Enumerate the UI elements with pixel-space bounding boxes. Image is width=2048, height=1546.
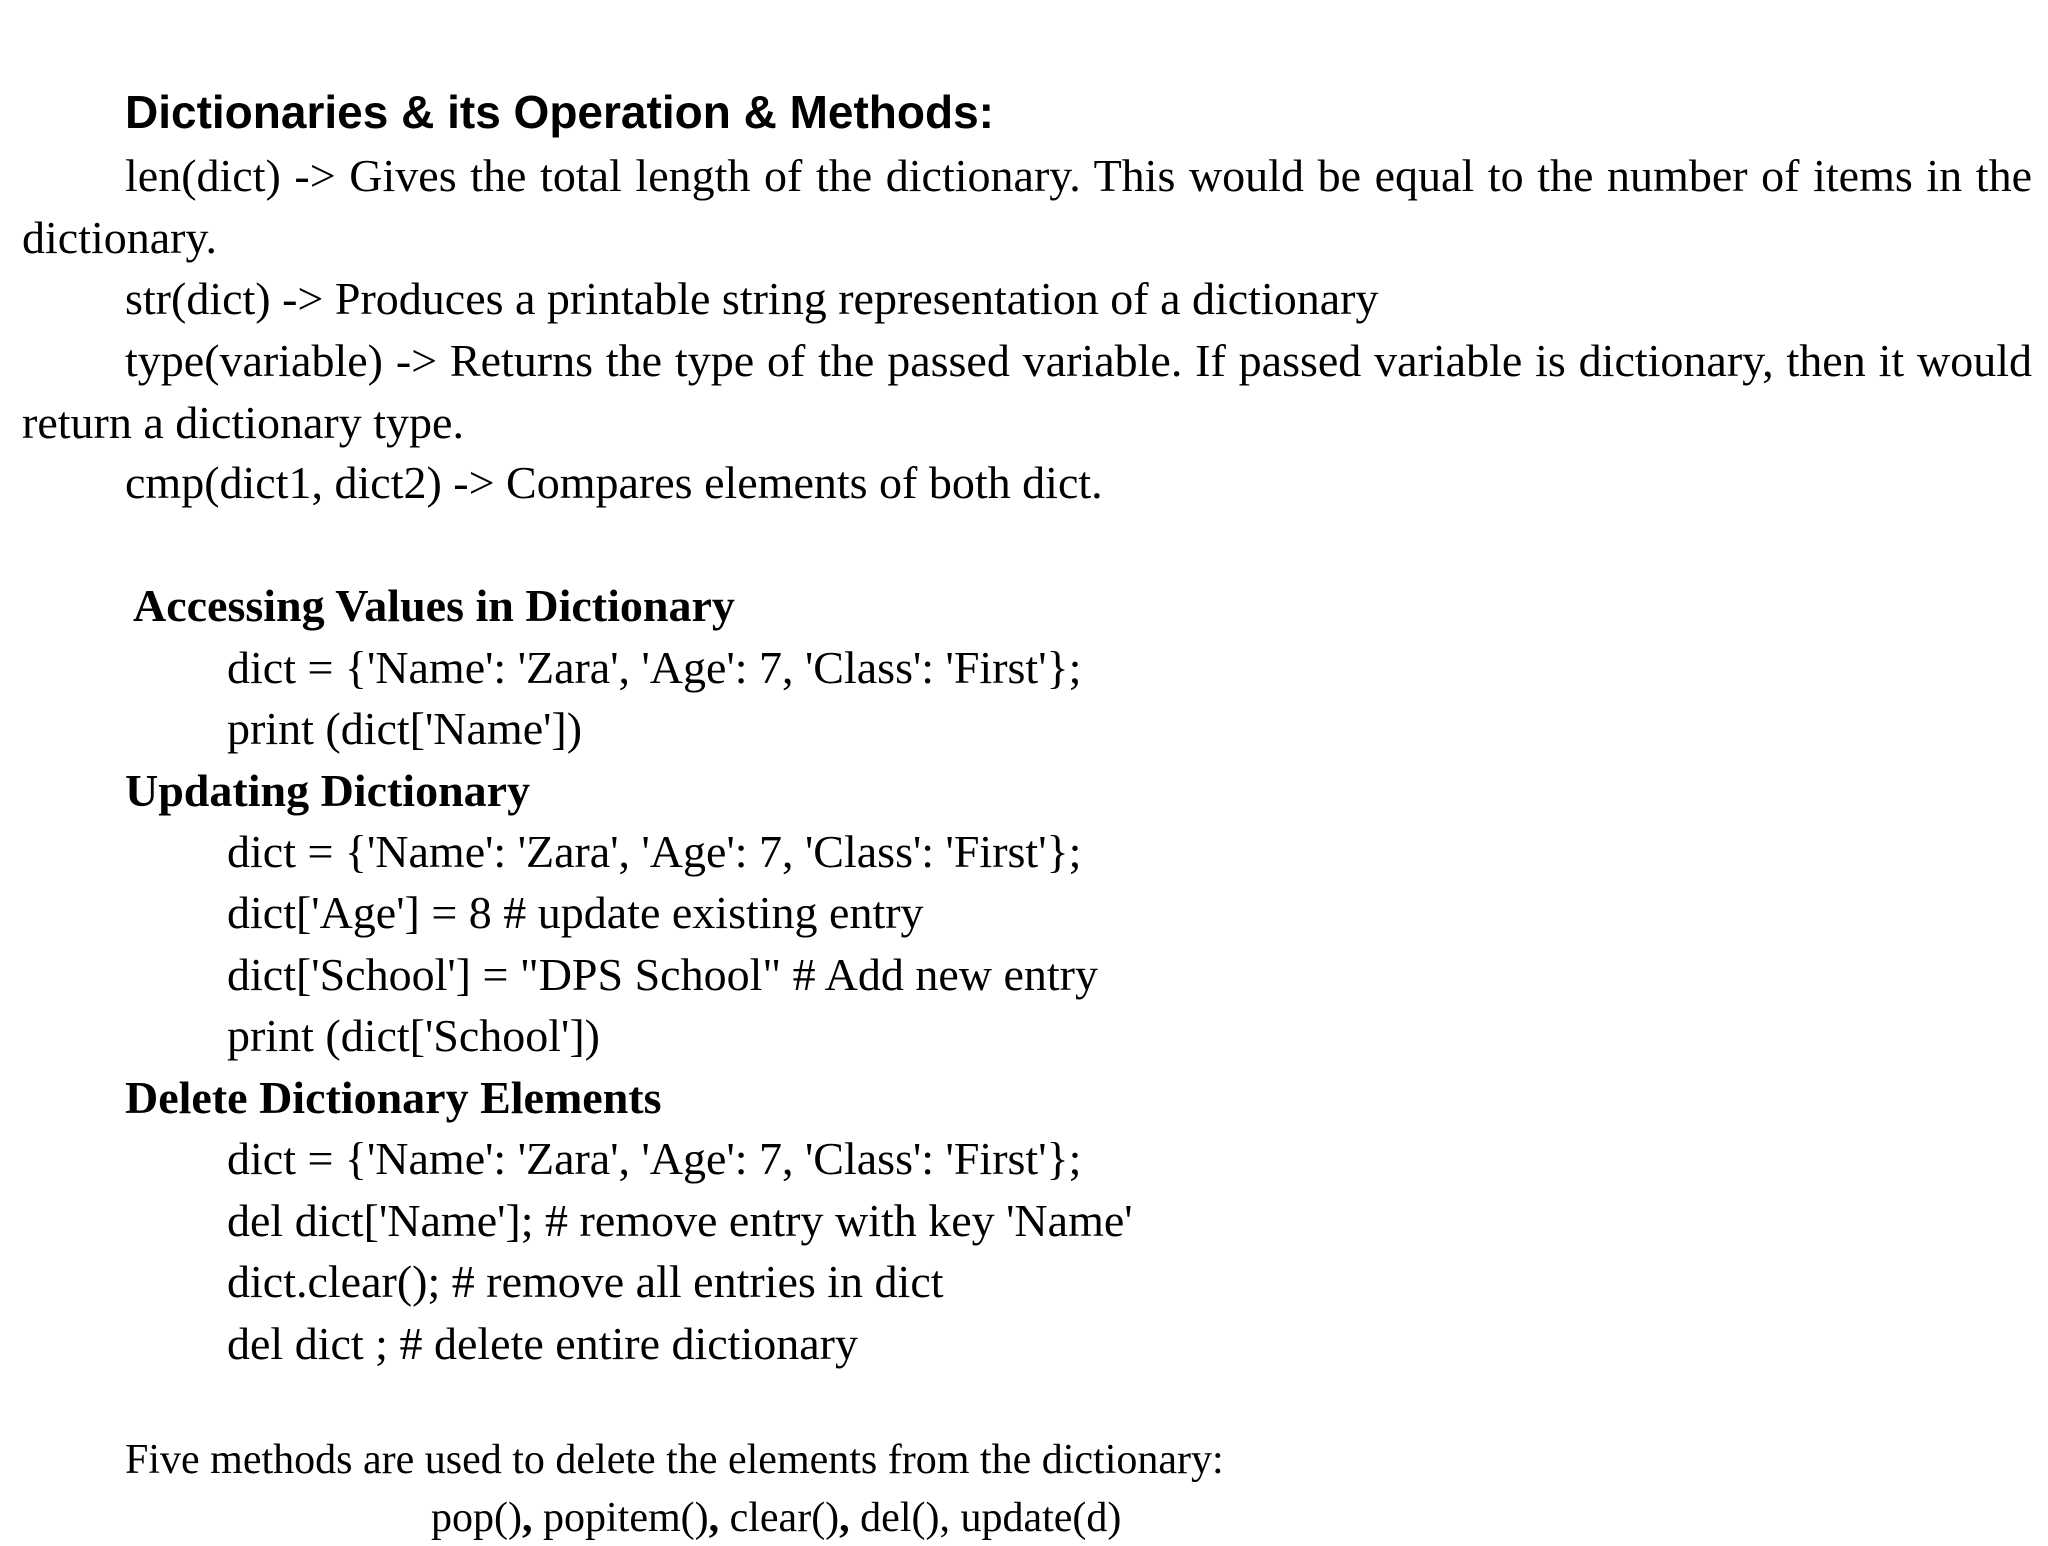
method-name: del() — [860, 1495, 940, 1541]
section-title-updating: Updating Dictionary — [125, 765, 531, 816]
page-title: Dictionaries & its Operation & Methods: — [125, 86, 994, 138]
method-name: update(d) — [960, 1495, 1122, 1541]
code-line: dict['School'] = "DPS School" # Add new entry — [227, 949, 1098, 1000]
code-line: dict = {'Name': 'Zara', 'Age': 7, 'Class': 'First'}; — [227, 642, 1082, 693]
methods-list — [431, 1490, 1121, 1546]
method-name: clear() — [729, 1495, 840, 1541]
code-line: dict = {'Name': 'Zara', 'Age': 7, 'Class': 'First'}; — [227, 826, 1082, 877]
operation-type: type(variable) -> Returns the type of the passed variable. If passed variable is dictionary, then it would return a dictionary type. — [22, 335, 2032, 448]
operation-len: len(dict) -> Gives the total length of the dictionary. This would be equal to the number of items in the dictionary. — [22, 150, 2032, 263]
code-line: dict['Age'] = 8 # update existing entry — [227, 887, 924, 938]
method-separator: , — [939, 1495, 950, 1541]
section-title-deleting: Delete Dictionary Elements — [125, 1072, 662, 1123]
code-line: del dict['Name']; # remove entry with key 'Name' — [227, 1195, 1133, 1246]
method-name: popitem() — [542, 1495, 709, 1541]
methods-note: Five methods are used to delete the elements from the dictionary: — [125, 1437, 1224, 1483]
code-line: dict.clear(); # remove all entries in dict — [227, 1256, 944, 1307]
code-line: print (dict['Name']) — [227, 703, 583, 754]
method-name: pop() — [431, 1495, 522, 1541]
section-title-accessing: Accessing Values in Dictionary — [133, 580, 735, 631]
method-separator: , — [839, 1495, 850, 1541]
operation-cmp: cmp(dict1, dict2) -> Compares elements of both dict. — [125, 457, 1103, 508]
method-separator: , — [521, 1495, 533, 1541]
code-line: del dict ; # delete entire dictionary — [227, 1318, 858, 1369]
method-separator: , — [708, 1495, 720, 1541]
code-line: dict = {'Name': 'Zara', 'Age': 7, 'Class': 'First'}; — [227, 1133, 1082, 1184]
operation-str: str(dict) -> Produces a printable string representation of a dictionary — [125, 273, 1379, 324]
code-line: print (dict['School']) — [227, 1010, 600, 1061]
